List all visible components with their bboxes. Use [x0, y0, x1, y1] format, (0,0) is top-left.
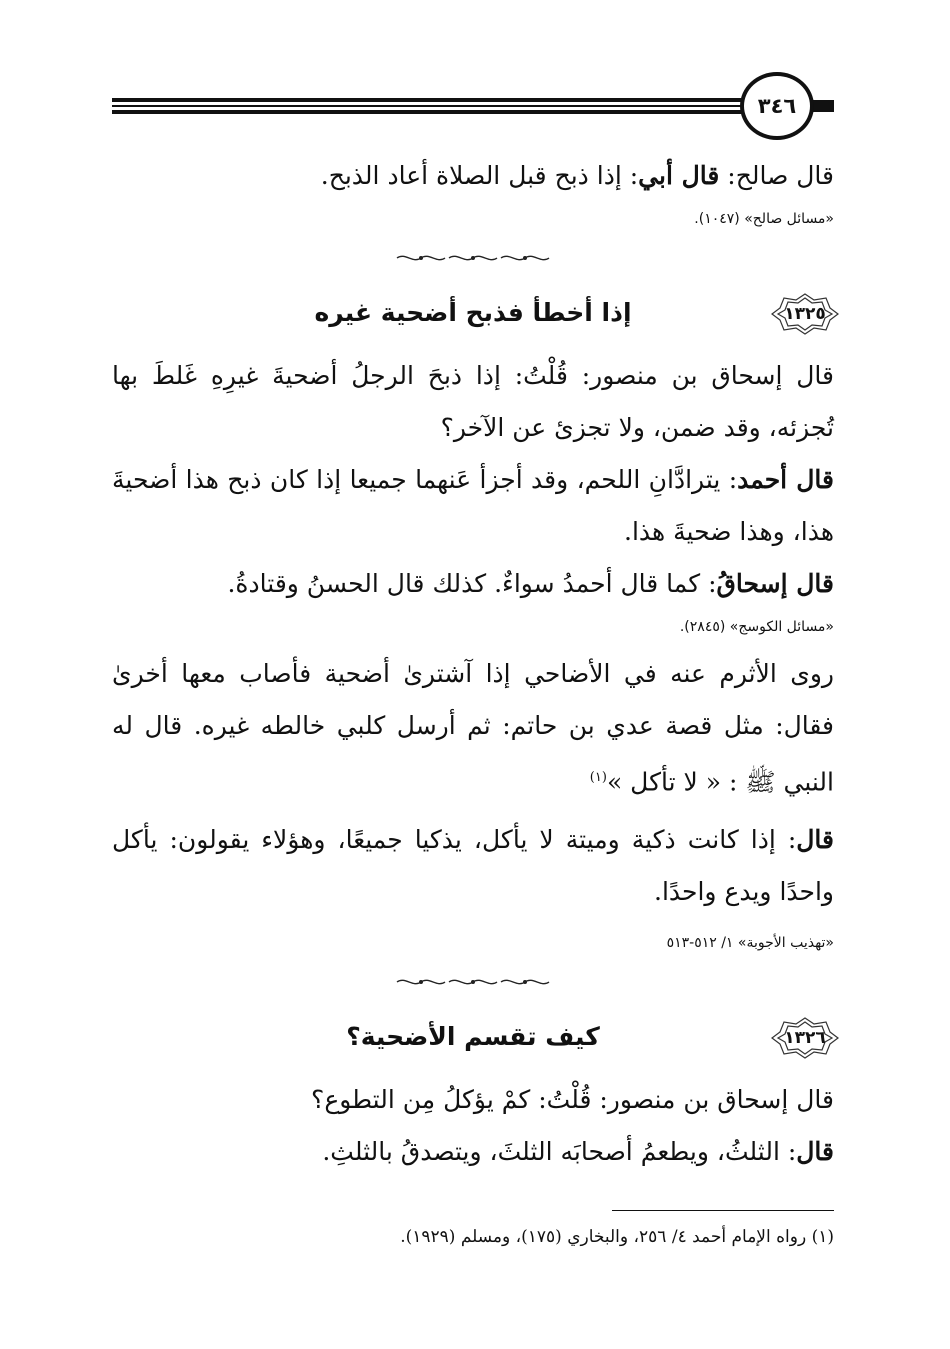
answer-paragraph: [112, 1126, 834, 1178]
section-title: إذا أخطأ فذبح أضحية غيره: [314, 298, 632, 327]
narration-paragraph: [112, 648, 834, 808]
footnote: (١) رواه الإمام أحمد ٤/ ٢٥٦، والبخاري (١٧٥)، ومسلم (١٩٢٩).: [400, 1227, 834, 1247]
section-number: ١٣٢٥: [784, 304, 826, 324]
page-number: ٣٤٦: [740, 72, 814, 140]
text: : الثلثُ، ويطعمُ أصحابَه الثلثَ، ويتصدقُ بالثلثِ.: [322, 1137, 797, 1167]
text: قال صالح:: [719, 161, 834, 190]
answer-paragraph: [112, 814, 834, 918]
footnote-marker[interactable]: (١): [589, 770, 607, 785]
page-body: [112, 150, 834, 1178]
question-paragraph: قال إسحاق بن منصور: قُلْتُ: إذا ذبحَ الرجلُ أضحيةَ غيرِهِ غَلطَ بها تُجزئه، وقد ضمن، ولا تجزئ عن الآخر؟: [112, 361, 834, 442]
answer-paragraph: [112, 454, 834, 558]
prev-answer: [112, 150, 834, 202]
source-citation: «مسائل الكوسج» (٢٨٤٥).: [679, 619, 834, 635]
answer-paragraph: [112, 558, 834, 610]
speaker-label: قال: [796, 825, 834, 855]
section-number: ١٣٢٦: [784, 1028, 826, 1049]
section-title: كيف تقسم الأضحية؟: [346, 1022, 600, 1052]
text: روى الأثرم عنه في الأضاحي إذا آشترىٰ أضحية فأصاب معها أخرىٰ فقال: مثل قصة عدي بن حاتم: ثم أرسل كلبي خالطه غيره. قال له النبي ﷺ : « لا تأكل »: [112, 659, 834, 797]
text: : كما قال أحمدُ سواءٌ. كذلك قال الحسنُ وقتادةُ.: [227, 569, 717, 598]
text: : إذا ذبح قبل الصلاة أعاد الذبح.: [320, 161, 639, 190]
question-paragraph: قال إسحاق بن منصور: قُلْتُ: كمْ يؤكلُ مِن التطوع؟: [311, 1085, 834, 1115]
section-heading-1326: [112, 1008, 834, 1066]
ornament-icon: [393, 251, 553, 265]
footnote-separator: [612, 1210, 834, 1211]
text: : يترادَّانِ اللحم، وقد أجزأ عَنهما جميعا إذا كان ذبح هذا أضحيةَ هذا، وهذا ضحيةَ هذا.: [112, 465, 834, 546]
section-divider-ornament: [112, 240, 834, 274]
header-rule: [112, 110, 742, 114]
section-divider-ornament: [112, 964, 834, 998]
page-header: [112, 72, 834, 142]
text: : إذا كانت ذكية وميتة لا يأكل، يذكيا جميعًا، وهؤلاء يقولون: يأكل واحدًا ويدع واحدًا.: [112, 825, 834, 907]
source-citation: «مسائل صالح» (١٠٤٧).: [694, 211, 834, 227]
header-rule: [112, 98, 742, 102]
header-rule: [112, 105, 742, 107]
speaker-label: قال أحمد: [737, 465, 834, 494]
speaker-label: قال: [796, 1137, 834, 1167]
ornament-icon: [393, 975, 553, 989]
speaker-label: قال إسحاقُ: [716, 569, 834, 598]
source-citation: «تهذيب الأجوبة» ١/ ٥١٢-٥١٣: [666, 935, 834, 952]
section-heading-1325: [112, 284, 834, 342]
speaker-label: قال أبي: [638, 161, 720, 190]
